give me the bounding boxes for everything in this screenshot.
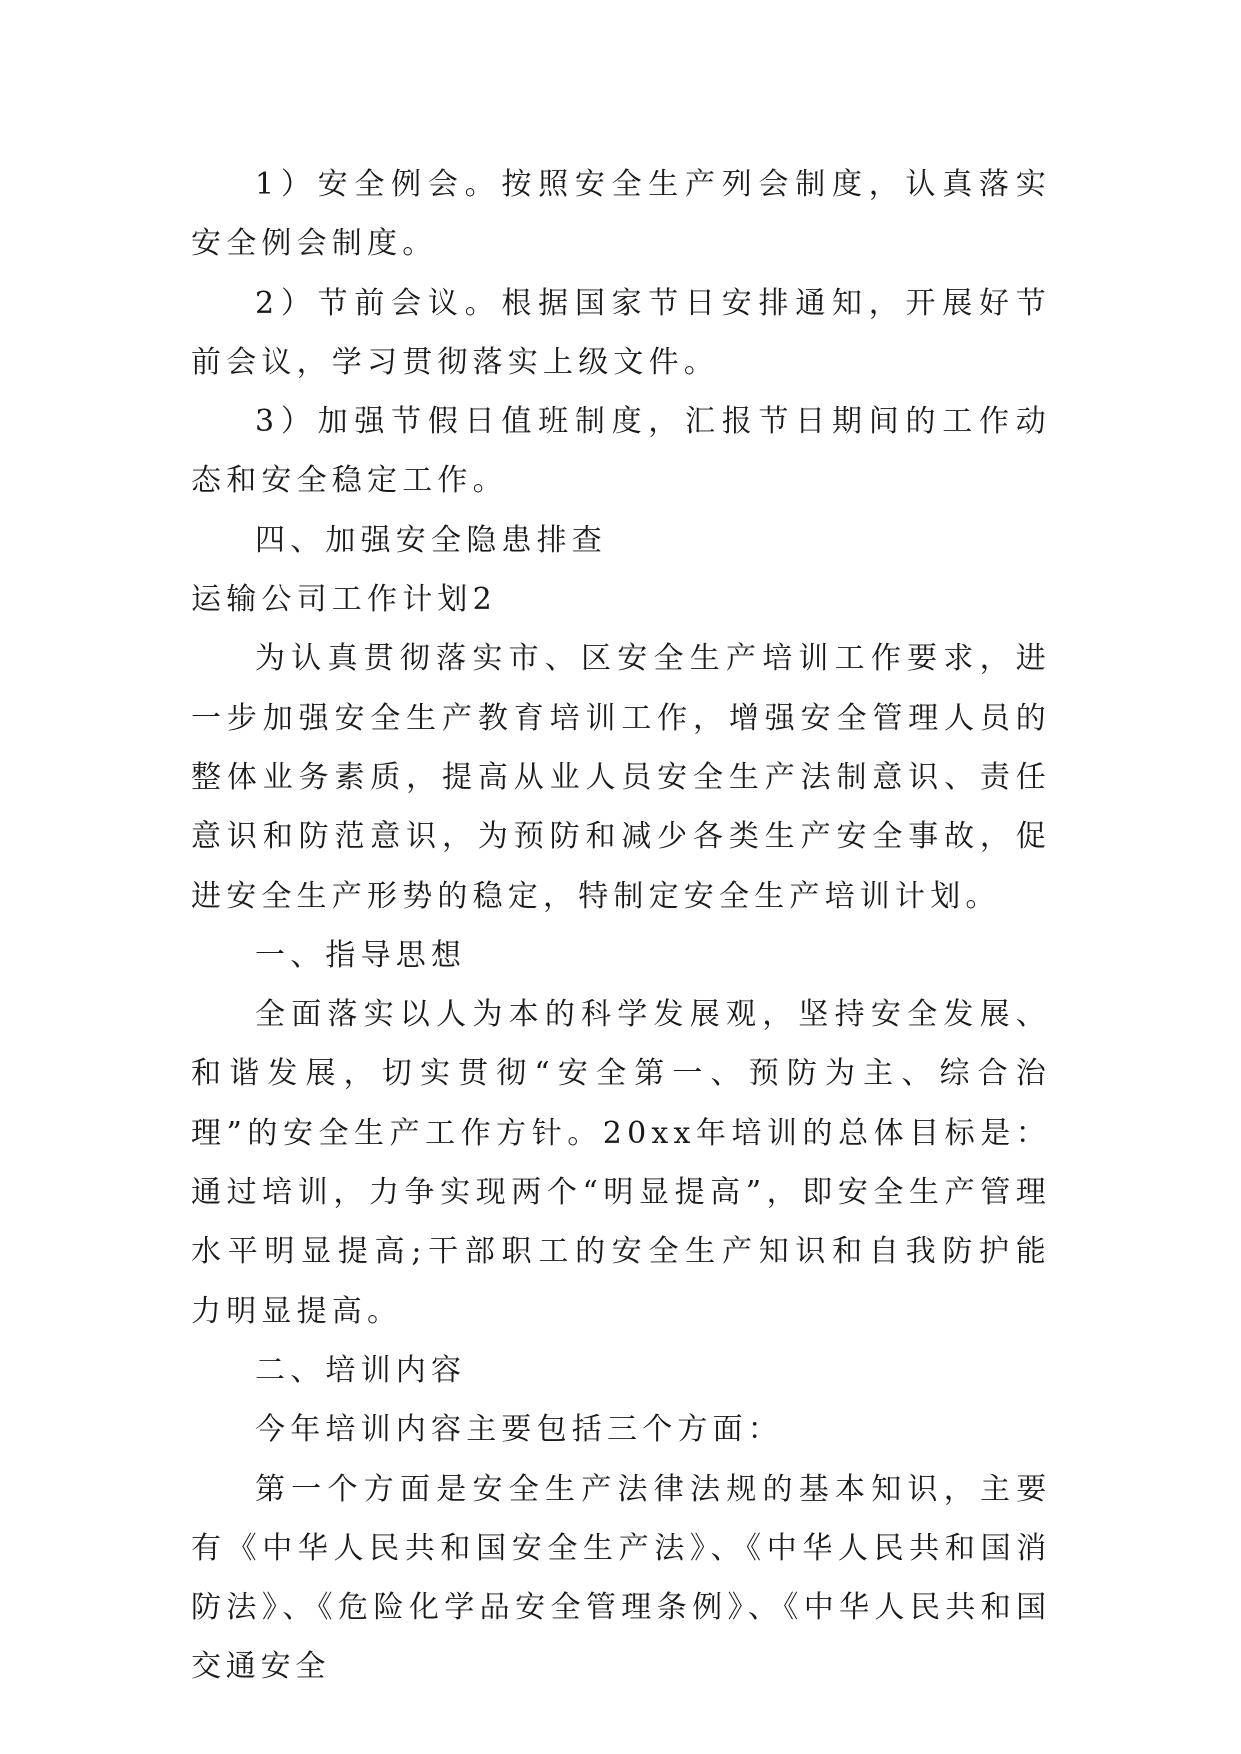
paragraph-first-aspect-laws: 第一个方面是安全生产法律法规的基本知识，主要有《中华人民共和国安全生产法》、《中华人民共和国消防法》、《危险化学品安全管理条例》、《中华人民共和国交通安全 — [191, 1471, 1051, 1685]
section-heading-hazard-inspection: 四、加强安全隐患排查 — [255, 522, 607, 558]
paragraph-introduction: 为认真贯彻落实市、区安全生产培训工作要求，进一步加强安全生产教育培训工作，增强安全管理人员的整体业务素质，提高从业人员安全生产法制意识、责任意识和防范意识，为预防和减少各类生产安全事故，促进安全生产形势的稳定，特制定安全生产培训计划。 — [191, 641, 1051, 914]
section-heading-guiding-ideology: 一、指导思想 — [255, 937, 467, 973]
paragraph-guiding-ideology: 全面落实以人为本的科学发展观，坚持安全发展、和谐发展，切实贯彻“安全第一、预防为主、综合治理”的安全生产工作方针。20xx年培训的总体目标是：通过培训，力争实现两个“明显提高”，即安全生产管理水平明显提高;干部职工的安全生产知识和自我防护能力明显提高。 — [191, 997, 1051, 1329]
document-page — [191, 155, 1051, 1697]
paragraph-holiday-duty: 3）加强节假日值班制度，汇报节日期间的工作动态和安全稳定工作。 — [191, 404, 1051, 499]
section-heading-training-content: 二、培训内容 — [255, 1352, 467, 1388]
paragraph-training-aspects: 今年培训内容主要包括三个方面： — [255, 1412, 783, 1448]
paragraph-pre-holiday-meeting: 2）节前会议。根据国家节日安排通知，开展好节前会议，学习贯彻落实上级文件。 — [191, 285, 1051, 380]
paragraph-safety-meeting: 1）安全例会。按照安全生产列会制度，认真落实安全例会制度。 — [191, 167, 1051, 262]
document-title-work-plan-2: 运输公司工作计划2 — [191, 582, 497, 618]
